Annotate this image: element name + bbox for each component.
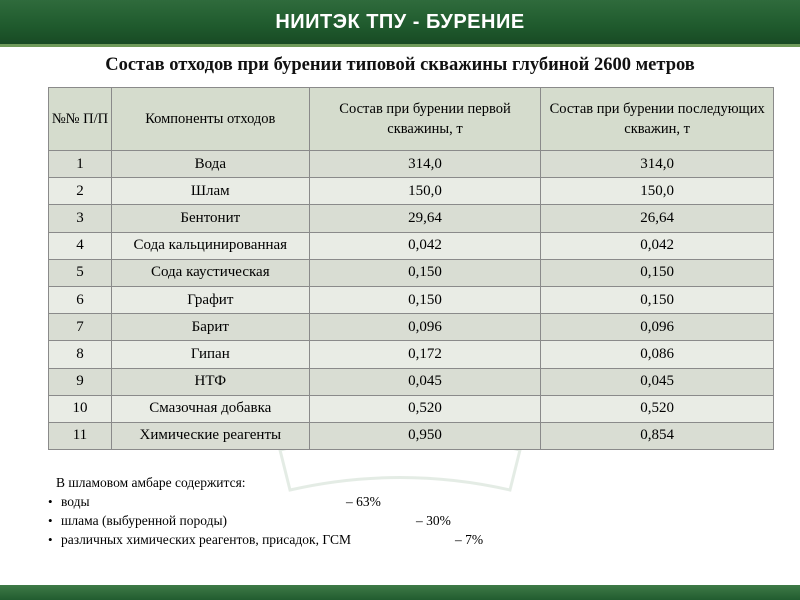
- table-cell-number: 4: [49, 232, 112, 259]
- table-cell-component: Сода кальцинированная: [111, 232, 309, 259]
- table-cell-first-well: 0,042: [309, 232, 541, 259]
- header-title: НИИТЭК ТПУ - БУРЕНИЕ: [275, 11, 525, 33]
- note-value: – 63%: [346, 494, 381, 509]
- table-cell-first-well: 0,520: [309, 395, 541, 422]
- waste-composition-table: [48, 87, 774, 450]
- note-item-water: [48, 492, 568, 511]
- table-cell-first-well: 314,0: [309, 151, 541, 178]
- table-cell-component: Графит: [111, 286, 309, 313]
- table-cell-number: 1: [49, 151, 112, 178]
- table-cell-first-well: 29,64: [309, 205, 541, 232]
- table-cell-component: Бентонит: [111, 205, 309, 232]
- table-row: [49, 178, 774, 205]
- table-cell-subsequent-wells: 26,64: [541, 205, 774, 232]
- bullet-dot-icon: •: [48, 513, 53, 528]
- bullet-dot-icon: •: [48, 494, 53, 509]
- table-cell-first-well: 0,096: [309, 314, 541, 341]
- table-row: [49, 395, 774, 422]
- table-cell-first-well: 0,172: [309, 341, 541, 368]
- table-cell-subsequent-wells: 150,0: [541, 178, 774, 205]
- sludge-pit-notes: [48, 474, 568, 549]
- table-row: [49, 314, 774, 341]
- table-cell-number: 2: [49, 178, 112, 205]
- table-cell-first-well: 0,150: [309, 259, 541, 286]
- table-cell-subsequent-wells: 0,150: [541, 286, 774, 313]
- footer-bar: [0, 585, 800, 600]
- note-label: воды: [61, 494, 90, 509]
- table-cell-subsequent-wells: 0,096: [541, 314, 774, 341]
- table-cell-number: 6: [49, 286, 112, 313]
- column-header-component: Компоненты отходов: [111, 88, 309, 151]
- table-cell-subsequent-wells: 0,086: [541, 341, 774, 368]
- table-cell-number: 7: [49, 314, 112, 341]
- table-row: [49, 341, 774, 368]
- page-title: Состав отходов при бурении типовой скважины глубиной 2600 метров: [105, 55, 695, 75]
- table-cell-number: 3: [49, 205, 112, 232]
- header-accent-line: [0, 44, 800, 47]
- table-cell-first-well: 0,045: [309, 368, 541, 395]
- table-header-row: [49, 88, 774, 151]
- table-cell-component: Гипан: [111, 341, 309, 368]
- column-header-subsequent-wells: Состав при бурении последующих скважин, т: [541, 88, 774, 151]
- table-cell-component: Смазочная добавка: [111, 395, 309, 422]
- table-cell-first-well: 150,0: [309, 178, 541, 205]
- note-item-sludge: [48, 511, 568, 530]
- table-cell-component: Сода каустическая: [111, 259, 309, 286]
- table-row: [49, 368, 774, 395]
- table-cell-number: 11: [49, 422, 112, 449]
- table-cell-subsequent-wells: 0,520: [541, 395, 774, 422]
- table-cell-subsequent-wells: 0,042: [541, 232, 774, 259]
- note-label: шлама (выбуренной породы): [61, 513, 228, 528]
- table-row: [49, 205, 774, 232]
- table-cell-component: Химические реагенты: [111, 422, 309, 449]
- table-row: [49, 422, 774, 449]
- table-cell-subsequent-wells: 314,0: [541, 151, 774, 178]
- table-cell-number: 8: [49, 341, 112, 368]
- table-row: [49, 232, 774, 259]
- column-header-number: №№ П/П: [49, 88, 112, 151]
- table-cell-subsequent-wells: 0,150: [541, 259, 774, 286]
- table-cell-number: 10: [49, 395, 112, 422]
- table-cell-component: Барит: [111, 314, 309, 341]
- note-item-reagents: [48, 530, 568, 549]
- table-cell-component: Вода: [111, 151, 309, 178]
- table-cell-subsequent-wells: 0,045: [541, 368, 774, 395]
- table-cell-component: Шлам: [111, 178, 309, 205]
- notes-heading: В шламовом амбаре содержится:: [56, 475, 246, 490]
- note-value: – 30%: [416, 513, 451, 528]
- table-cell-number: 9: [49, 368, 112, 395]
- table-row: [49, 286, 774, 313]
- table-cell-number: 5: [49, 259, 112, 286]
- table-row: [49, 259, 774, 286]
- table-row: [49, 151, 774, 178]
- column-header-first-well: Состав при бурении первой скважины, т: [309, 88, 541, 151]
- table-cell-subsequent-wells: 0,854: [541, 422, 774, 449]
- table-cell-first-well: 0,950: [309, 422, 541, 449]
- bullet-dot-icon: •: [48, 532, 53, 547]
- note-label: различных химических реагентов, присадок, ГСМ: [61, 532, 351, 547]
- table-cell-component: НТФ: [111, 368, 309, 395]
- table-cell-first-well: 0,150: [309, 286, 541, 313]
- note-value: – 7%: [455, 532, 484, 547]
